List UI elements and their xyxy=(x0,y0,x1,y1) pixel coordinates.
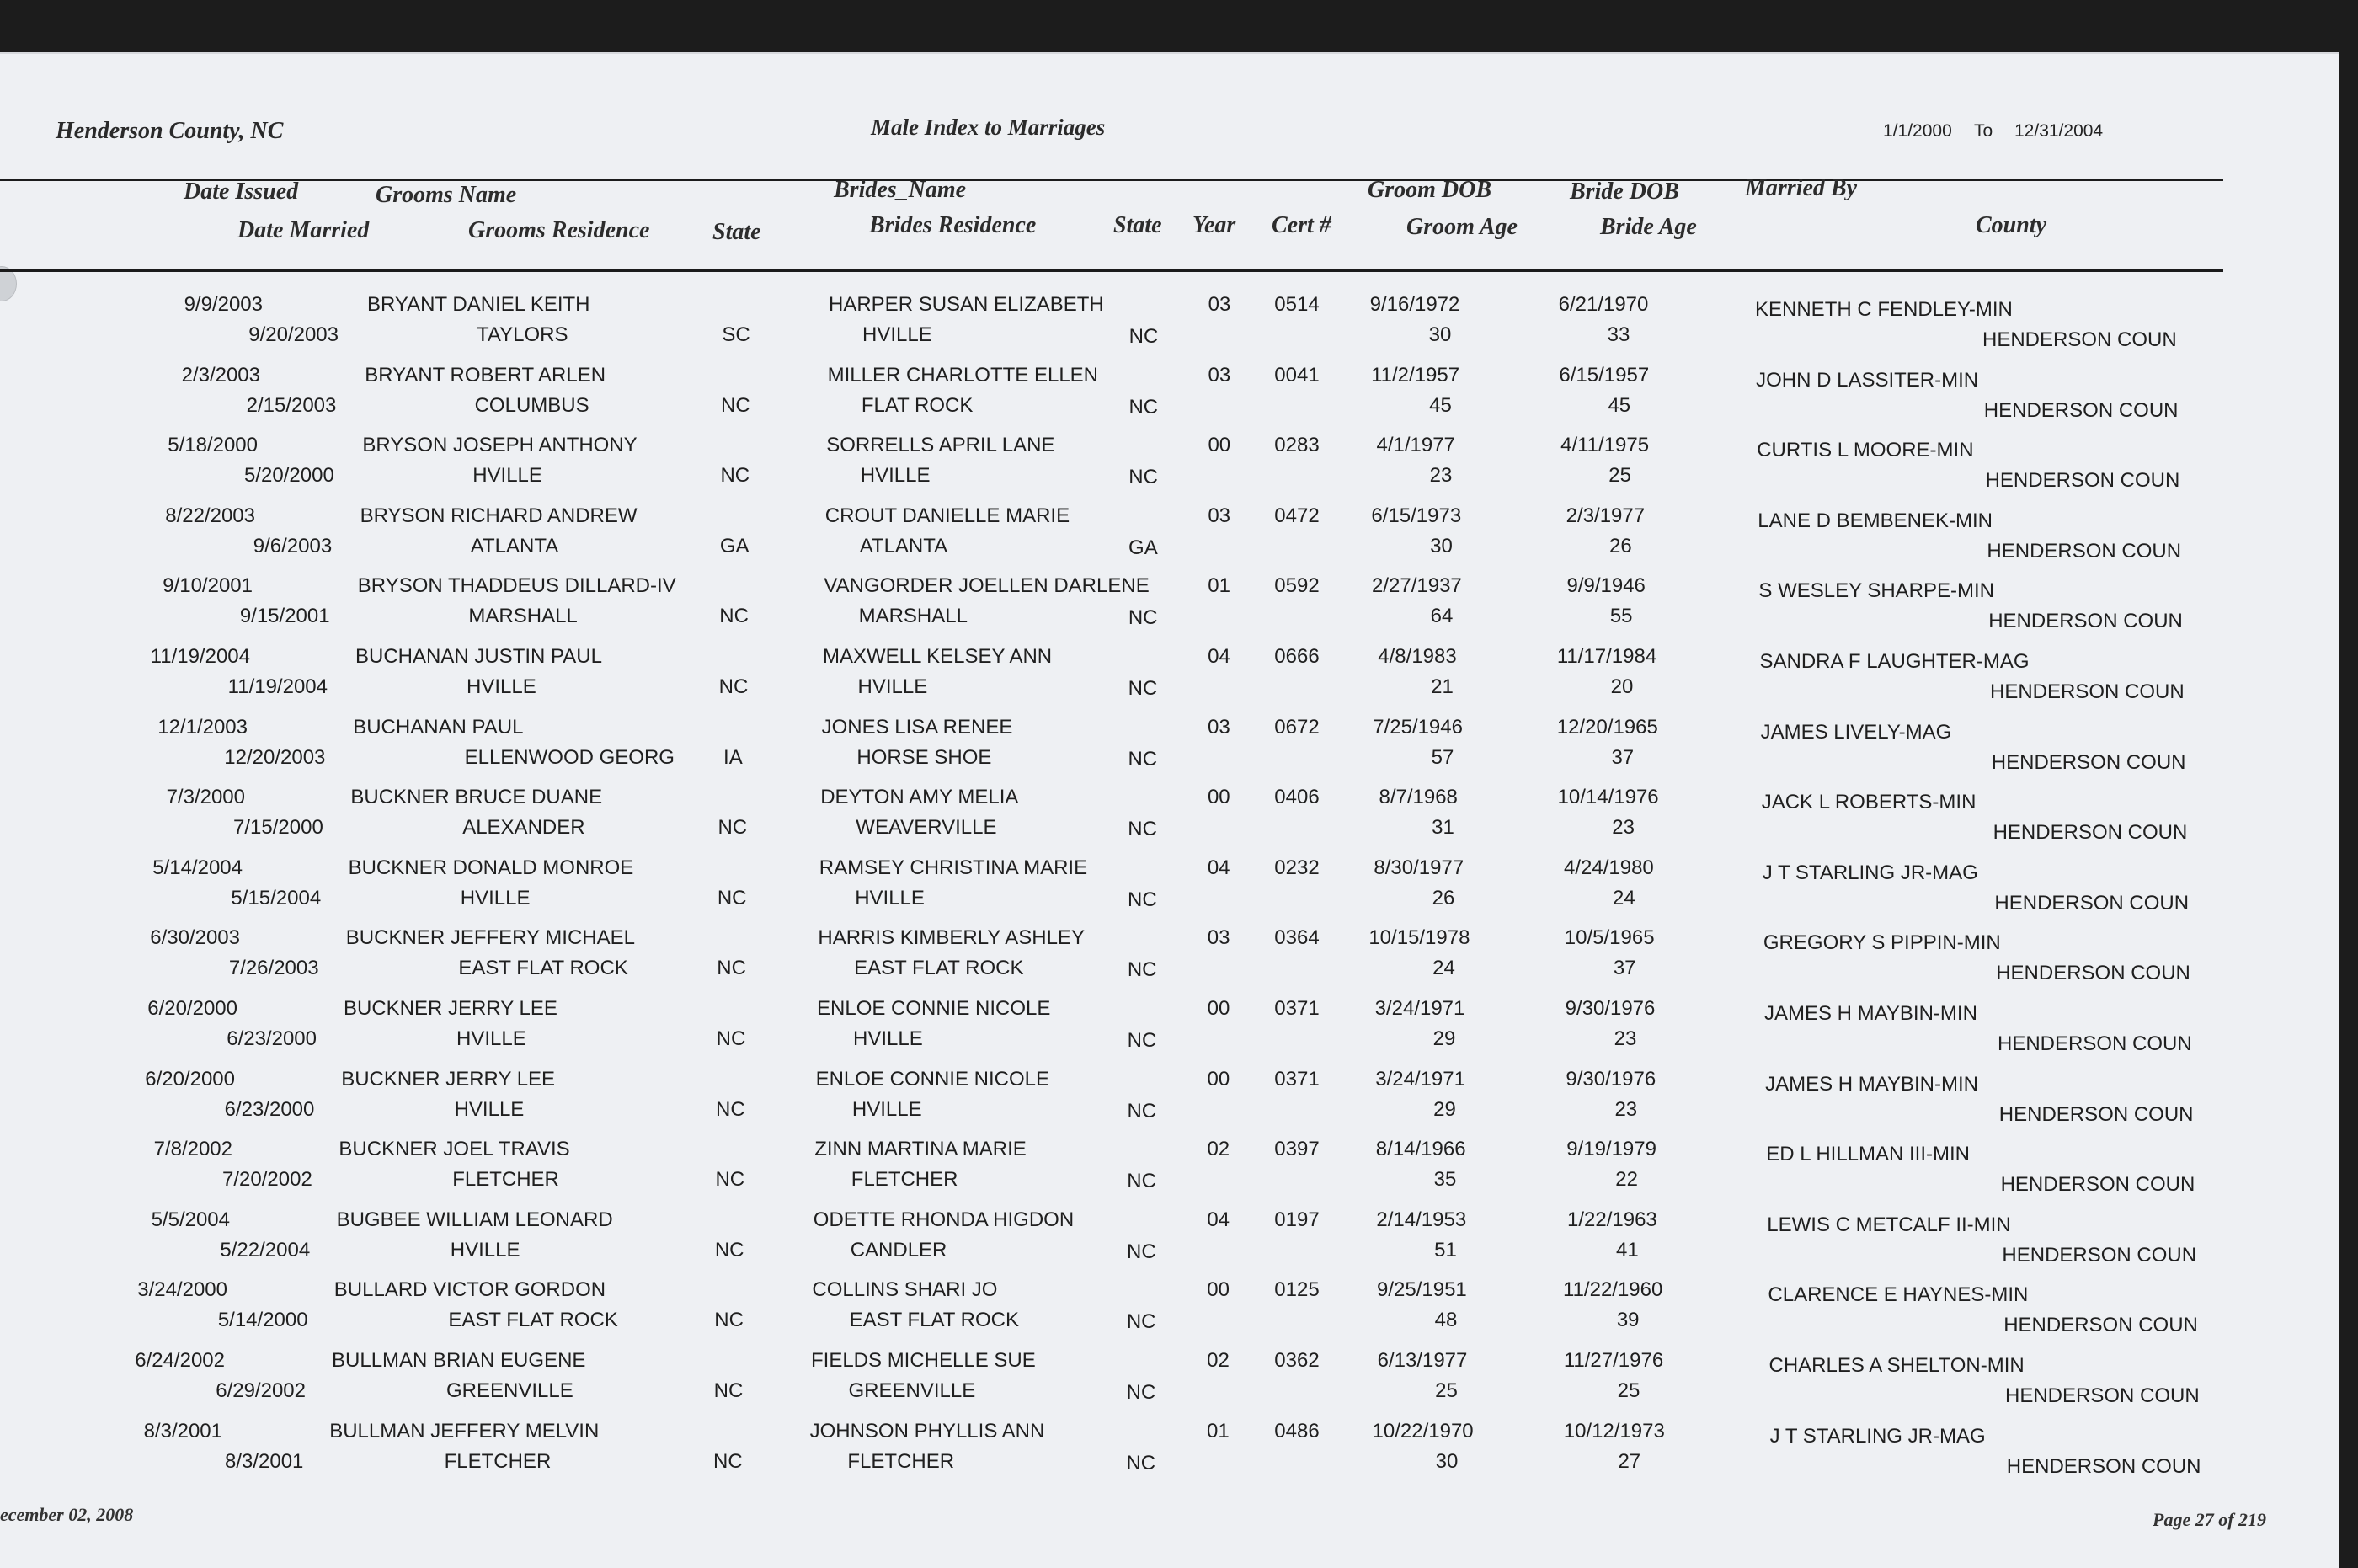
cell-bride: MAXWELL KELSEY ANN xyxy=(823,645,1053,668)
cell-county: HENDERSON COUN xyxy=(1998,1032,2192,1055)
columns-rule xyxy=(0,269,2223,272)
cell-groom-age: 35 xyxy=(1433,1168,1457,1192)
cell-married: 9/20/2003 xyxy=(248,323,339,346)
cell-married-by: CURTIS L MOORE-MIN xyxy=(1757,439,1974,462)
cell-bride-res: HVILLE xyxy=(862,323,932,346)
cell-bride-state: NC xyxy=(1128,395,1159,419)
col-groom-dob: Groom DOB xyxy=(1368,177,1492,203)
cell-county: HENDERSON COUN xyxy=(2002,1243,2197,1267)
cell-groom-age: 24 xyxy=(1432,957,1455,980)
cell-bride-res: EAST FLAT ROCK xyxy=(849,1309,1019,1332)
cell-cert: 0406 xyxy=(1274,786,1320,809)
cell-year: 03 xyxy=(1208,293,1231,316)
col-groom-state: State xyxy=(712,219,761,245)
cell-groom-state: NC xyxy=(713,1449,743,1473)
cell-year: 00 xyxy=(1207,1278,1230,1302)
cell-married: 8/3/2001 xyxy=(224,1449,304,1473)
cell-cert: 0197 xyxy=(1274,1208,1320,1231)
cell-bride-age: 25 xyxy=(1617,1379,1640,1402)
cell-groom-state: GA xyxy=(719,534,750,557)
cell-groom-state: NC xyxy=(721,393,750,417)
cell-groom-state: NC xyxy=(718,675,749,698)
cell-year: 00 xyxy=(1207,997,1230,1020)
cell-groom-dob: 9/25/1951 xyxy=(1377,1278,1467,1302)
col-cert: Cert # xyxy=(1272,212,1331,238)
cell-groom-age: 45 xyxy=(1429,393,1452,417)
cell-married-by: S WESLEY SHARPE-MIN xyxy=(1758,579,1995,603)
date-range-end: 12/31/2004 xyxy=(2014,121,2104,141)
cell-bride-state: NC xyxy=(1128,747,1158,771)
cell-year: 03 xyxy=(1207,926,1230,950)
page-number: Page 27 of 219 xyxy=(2153,1509,2267,1530)
cell-county: HENDERSON COUN xyxy=(1998,1102,2194,1126)
cell-cert: 0672 xyxy=(1274,715,1320,739)
cell-bride: VANGORDER JOELLEN DARLENE xyxy=(824,574,1150,598)
cell-married: 6/23/2000 xyxy=(227,1027,317,1050)
cell-groom-age: 30 xyxy=(1430,534,1453,557)
cell-county: HENDERSON COUN xyxy=(2000,1173,2195,1197)
cell-county: HENDERSON COUN xyxy=(2006,1454,2201,1478)
cell-groom-age: 51 xyxy=(1434,1238,1457,1261)
cell-groom-age: 57 xyxy=(1431,745,1454,769)
cell-year: 01 xyxy=(1208,574,1230,598)
cell-married-by: GREGORY S PIPPIN-MIN xyxy=(1763,931,2001,955)
cell-groom-dob: 6/15/1973 xyxy=(1371,504,1462,527)
col-bride-state: State xyxy=(1113,212,1162,238)
cell-issued: 6/24/2002 xyxy=(135,1349,225,1372)
cell-cert: 0125 xyxy=(1274,1278,1320,1302)
cell-married: 11/19/2004 xyxy=(227,675,328,698)
cell-issued: 6/20/2000 xyxy=(145,1067,235,1091)
cell-bride-age: 37 xyxy=(1611,745,1635,769)
cell-year: 03 xyxy=(1208,504,1231,527)
cell-bride: RAMSEY CHRISTINA MARIE xyxy=(819,856,1088,879)
cell-married-by: ED L HILLMAN III-MIN xyxy=(1766,1143,1971,1166)
cell-cert: 0472 xyxy=(1274,504,1320,527)
cell-county: HENDERSON COUN xyxy=(2005,1384,2200,1407)
cell-bride: HARPER SUSAN ELIZABETH xyxy=(829,293,1104,316)
cell-county: HENDERSON COUN xyxy=(1996,962,2190,985)
cell-groom: BRYANT ROBERT ARLEN xyxy=(365,363,606,387)
cell-bride-res: WEAVERVILLE xyxy=(856,816,997,840)
cell-bride-state: NC xyxy=(1128,325,1159,348)
col-bride-dob: Bride DOB xyxy=(1570,179,1679,205)
cell-bride: SORRELLS APRIL LANE xyxy=(826,434,1055,457)
cell-married-by: J T STARLING JR-MAG xyxy=(1762,861,1978,884)
cell-bride-age: 55 xyxy=(1609,605,1633,628)
cell-married-by: LANE D BEMBENEK-MIN xyxy=(1758,509,1993,532)
cell-groom: BUCKNER BRUCE DUANE xyxy=(350,786,603,809)
cell-groom-state: SC xyxy=(722,323,750,346)
date-range-to: To xyxy=(1974,121,1993,141)
cell-year: 00 xyxy=(1207,1067,1230,1091)
cell-county: HENDERSON COUN xyxy=(1994,891,2190,915)
cell-issued: 6/30/2003 xyxy=(150,926,240,950)
cell-cert: 0592 xyxy=(1274,574,1320,598)
cell-groom-age: 64 xyxy=(1430,605,1454,628)
cell-married-by: J T STARLING JR-MAG xyxy=(1769,1424,1986,1448)
cell-groom: BUGBEE WILLIAM LEONARD xyxy=(336,1208,613,1231)
cell-bride-state: NC xyxy=(1128,818,1157,841)
report-title: Male Index to Marriages xyxy=(871,115,1106,140)
cell-married: 5/20/2000 xyxy=(244,464,334,488)
cell-groom-state: NC xyxy=(718,816,748,840)
cell-bride-res: FLAT ROCK xyxy=(861,393,974,417)
county-name: Henderson County, NC xyxy=(56,118,284,144)
cell-married-by: JACK L ROBERTS-MIN xyxy=(1761,791,1977,814)
cell-groom: BULLMAN BRIAN EUGENE xyxy=(332,1349,586,1372)
cell-groom-age: 48 xyxy=(1434,1309,1458,1332)
cell-bride-age: 25 xyxy=(1608,464,1631,488)
cell-groom-res: FLETCHER xyxy=(452,1168,559,1192)
cell-groom-state: NC xyxy=(716,1097,745,1121)
cell-bride-state: NC xyxy=(1128,888,1157,911)
cell-groom: BULLMAN JEFFERY MELVIN xyxy=(329,1419,600,1443)
cell-county: HENDERSON COUN xyxy=(1983,398,2179,422)
cell-groom-state: NC xyxy=(714,1238,744,1261)
cell-groom: BRYSON JOSEPH ANTHONY xyxy=(362,434,638,457)
cell-issued: 5/14/2004 xyxy=(152,856,243,879)
cell-groom-age: 31 xyxy=(1432,816,1454,840)
cell-bride-state: NC xyxy=(1128,466,1158,489)
cell-groom-res: COLUMBUS xyxy=(474,393,590,417)
cell-bride-res: FLETCHER xyxy=(847,1449,955,1473)
cell-county: HENDERSON COUN xyxy=(1988,610,2183,633)
cell-groom-res: HVILLE xyxy=(460,886,531,909)
cell-groom-dob: 9/16/1972 xyxy=(1369,293,1460,316)
cell-county: HENDERSON COUN xyxy=(1993,821,2188,845)
cell-bride-dob: 9/19/1979 xyxy=(1566,1138,1656,1161)
cell-groom-dob: 11/2/1957 xyxy=(1371,363,1460,387)
date-range-start: 1/1/2000 xyxy=(1883,121,1952,141)
cell-bride-state: NC xyxy=(1127,1029,1157,1052)
cell-groom-res: HVILLE xyxy=(472,464,542,488)
header-rule xyxy=(0,179,2223,181)
cell-married: 6/29/2002 xyxy=(216,1379,306,1402)
cell-issued: 3/24/2000 xyxy=(137,1278,227,1302)
cell-groom-dob: 8/30/1977 xyxy=(1374,856,1464,879)
col-date-issued: Date Issued xyxy=(184,179,299,205)
col-married-by: Married By xyxy=(1745,175,1857,201)
cell-bride-res: HVILLE xyxy=(851,1097,922,1121)
cell-bride-dob: 1/22/1963 xyxy=(1567,1208,1657,1231)
cell-bride: JOHNSON PHYLLIS ANN xyxy=(809,1419,1045,1443)
cell-bride-dob: 11/17/1984 xyxy=(1556,645,1657,668)
col-bride-age: Bride Age xyxy=(1600,214,1697,240)
cell-bride-age: 27 xyxy=(1618,1449,1641,1473)
cell-bride-dob: 4/11/1975 xyxy=(1560,434,1650,457)
cell-bride: FIELDS MICHELLE SUE xyxy=(811,1349,1036,1372)
cell-groom-age: 25 xyxy=(1435,1379,1458,1402)
cell-groom-dob: 4/8/1983 xyxy=(1378,645,1457,668)
cell-married: 5/22/2004 xyxy=(220,1238,311,1261)
col-brides-residence: Brides Residence xyxy=(869,212,1037,238)
cell-bride-state: NC xyxy=(1127,1240,1156,1263)
print-date: ecember 02, 2008 xyxy=(0,1504,134,1525)
cell-groom-dob: 3/24/1971 xyxy=(1374,997,1465,1020)
cell-bride: ODETTE RHONDA HIGDON xyxy=(813,1208,1075,1231)
cell-groom-state: NC xyxy=(716,1027,746,1050)
cell-issued: 7/3/2000 xyxy=(166,786,245,809)
cell-groom-res: HVILLE xyxy=(450,1238,520,1261)
cell-bride: MILLER CHARLOTTE ELLEN xyxy=(827,363,1099,387)
cell-groom-dob: 8/7/1968 xyxy=(1379,786,1458,809)
cell-county: HENDERSON COUN xyxy=(1985,469,2180,493)
cell-bride-res: HVILLE xyxy=(860,464,931,488)
cell-groom: BUCKNER DONALD MONROE xyxy=(348,856,634,879)
col-groom-age: Groom Age xyxy=(1406,214,1518,240)
cell-groom-res: TAYLORS xyxy=(477,323,568,346)
cell-county: HENDERSON COUN xyxy=(1982,328,2177,351)
cell-bride-dob: 10/5/1965 xyxy=(1564,926,1655,950)
cell-cert: 0364 xyxy=(1274,926,1320,950)
cell-bride-dob: 9/30/1976 xyxy=(1565,997,1656,1020)
cell-groom-age: 23 xyxy=(1429,464,1453,488)
cell-groom-dob: 2/14/1953 xyxy=(1376,1208,1467,1231)
col-brides-name: Brides_Name xyxy=(834,177,967,203)
cell-groom: BUCKNER JOEL TRAVIS xyxy=(339,1138,570,1161)
cell-cert: 0283 xyxy=(1274,434,1320,457)
cell-groom-res: HVILLE xyxy=(456,1027,526,1050)
cell-bride-res: FLETCHER xyxy=(851,1168,958,1192)
cell-bride-dob: 4/24/1980 xyxy=(1564,856,1654,879)
cell-bride-res: EAST FLAT ROCK xyxy=(854,957,1024,980)
cell-groom-age: 30 xyxy=(1428,323,1452,346)
cell-groom-age: 26 xyxy=(1432,886,1455,909)
cell-year: 04 xyxy=(1208,645,1230,668)
cell-groom-res: ATLANTA xyxy=(470,534,559,557)
cell-groom-state: NC xyxy=(717,957,746,980)
cell-cert: 0362 xyxy=(1274,1349,1320,1372)
cell-cert: 0371 xyxy=(1274,1067,1320,1091)
cell-bride-state: NC xyxy=(1126,1451,1156,1475)
cell-bride-res: HVILLE xyxy=(855,886,925,909)
cell-groom-age: 21 xyxy=(1431,675,1454,698)
cell-cert: 0666 xyxy=(1274,645,1320,668)
cell-bride-dob: 11/27/1976 xyxy=(1563,1349,1664,1372)
cell-bride-res: CANDLER xyxy=(850,1238,947,1261)
cell-groom: BUCHANAN JUSTIN PAUL xyxy=(355,645,602,668)
cell-groom: BUCKNER JEFFERY MICHAEL xyxy=(345,926,635,950)
cell-groom-dob: 4/1/1977 xyxy=(1376,434,1455,457)
cell-issued: 8/3/2001 xyxy=(143,1419,222,1443)
cell-bride-age: 24 xyxy=(1613,886,1635,909)
cell-bride-state: NC xyxy=(1126,1310,1156,1334)
cell-groom: BUCKNER JERRY LEE xyxy=(341,1067,556,1091)
cell-year: 01 xyxy=(1207,1419,1230,1443)
cell-married: 5/14/2000 xyxy=(217,1309,308,1332)
cell-groom-dob: 10/22/1970 xyxy=(1372,1419,1474,1443)
cell-bride: ENLOE CONNIE NICOLE xyxy=(815,1067,1049,1091)
cell-issued: 6/20/2000 xyxy=(147,997,237,1020)
cell-groom-dob: 6/13/1977 xyxy=(1377,1349,1468,1372)
cell-bride-state: NC xyxy=(1128,606,1158,630)
cell-bride-dob: 12/20/1965 xyxy=(1556,715,1658,739)
cell-issued: 12/1/2003 xyxy=(157,715,248,739)
cell-groom-state: NC xyxy=(720,464,750,488)
cell-bride-state: NC xyxy=(1128,677,1158,700)
cell-bride-age: 26 xyxy=(1609,534,1632,557)
cell-cert: 0232 xyxy=(1274,856,1320,879)
cell-groom-res: HVILLE xyxy=(454,1097,525,1121)
cell-bride-age: 20 xyxy=(1610,675,1634,698)
cell-groom-state: NC xyxy=(713,1379,744,1402)
cell-bride-dob: 11/22/1960 xyxy=(1563,1278,1663,1302)
cell-groom-state: NC xyxy=(719,605,749,628)
col-county: County xyxy=(1976,212,2047,238)
cell-bride: CROUT DANIELLE MARIE xyxy=(824,504,1070,527)
cell-married-by: KENNETH C FENDLEY-MIN xyxy=(1755,298,2013,321)
cell-issued: 8/22/2003 xyxy=(165,504,255,527)
cell-groom: BUCHANAN PAUL xyxy=(353,715,524,739)
cell-cert: 0514 xyxy=(1274,293,1320,316)
cell-groom: BULLARD VICTOR GORDON xyxy=(333,1278,606,1302)
cell-cert: 0041 xyxy=(1274,363,1320,387)
cell-bride-dob: 10/12/1973 xyxy=(1563,1419,1665,1443)
cell-groom: BUCKNER JERRY LEE xyxy=(344,997,557,1020)
cell-married-by: CLARENCE E HAYNES-MIN xyxy=(1768,1283,2029,1307)
cell-issued: 2/3/2003 xyxy=(181,363,260,387)
cell-bride-age: 33 xyxy=(1607,323,1630,346)
cell-groom-dob: 7/25/1946 xyxy=(1373,715,1463,739)
cell-married-by: JOHN D LASSITER-MIN xyxy=(1756,368,1979,392)
cell-bride-age: 22 xyxy=(1615,1168,1638,1192)
col-grooms-name: Grooms Name xyxy=(376,182,517,208)
cell-bride-dob: 2/3/1977 xyxy=(1566,504,1646,527)
cell-cert: 0486 xyxy=(1274,1419,1320,1443)
cell-bride-age: 45 xyxy=(1608,393,1631,417)
cell-groom-res: EAST FLAT ROCK xyxy=(448,1309,618,1332)
cell-year: 02 xyxy=(1207,1349,1230,1372)
cell-bride-dob: 9/30/1976 xyxy=(1566,1067,1656,1091)
cell-year: 03 xyxy=(1208,715,1230,739)
cell-bride-res: ATLANTA xyxy=(859,534,948,557)
cell-bride: JONES LISA RENEE xyxy=(821,715,1013,739)
cell-year: 04 xyxy=(1207,856,1230,879)
cell-bride-state: NC xyxy=(1126,1381,1156,1404)
cell-married-by: LEWIS C METCALF II-MIN xyxy=(1767,1213,2011,1236)
cell-groom-age: 29 xyxy=(1433,1097,1456,1121)
cell-issued: 11/19/2004 xyxy=(150,645,250,668)
cell-groom-res: HVILLE xyxy=(467,675,536,698)
cell-cert: 0371 xyxy=(1274,997,1320,1020)
cell-bride-res: HVILLE xyxy=(853,1027,923,1050)
cell-groom-res: ALEXANDER xyxy=(462,816,585,840)
cell-groom-res: GREENVILLE xyxy=(446,1379,573,1402)
cell-groom-dob: 10/15/1978 xyxy=(1368,926,1470,950)
cell-bride-age: 23 xyxy=(1612,816,1635,840)
cell-groom-state: NC xyxy=(714,1309,744,1332)
cell-bride-age: 37 xyxy=(1613,957,1636,980)
cell-year: 04 xyxy=(1207,1208,1230,1231)
cell-groom: BRYSON RICHARD ANDREW xyxy=(360,504,638,527)
cell-bride-state: GA xyxy=(1128,536,1158,559)
cell-bride-state: NC xyxy=(1127,1170,1156,1193)
cell-groom-res: FLETCHER xyxy=(444,1449,552,1473)
cell-issued: 9/9/2003 xyxy=(184,293,263,316)
cell-bride-res: MARSHALL xyxy=(858,605,968,628)
cell-year: 02 xyxy=(1207,1138,1230,1161)
cell-bride-age: 39 xyxy=(1616,1309,1640,1332)
cell-county: HENDERSON COUN xyxy=(1990,680,2185,703)
cell-married: 9/6/2003 xyxy=(253,534,333,557)
cell-bride-dob: 10/14/1976 xyxy=(1557,786,1659,809)
cell-bride-age: 41 xyxy=(1616,1238,1639,1261)
cell-groom-dob: 3/24/1971 xyxy=(1375,1067,1465,1091)
cell-groom-age: 30 xyxy=(1435,1449,1459,1473)
document-page xyxy=(0,52,2339,1568)
cell-cert: 0397 xyxy=(1274,1138,1320,1161)
cell-bride: ZINN MARTINA MARIE xyxy=(814,1138,1027,1161)
cell-bride-age: 23 xyxy=(1614,1097,1638,1121)
cell-issued: 5/5/2004 xyxy=(151,1208,230,1231)
cell-married: 7/15/2000 xyxy=(233,816,323,840)
cell-bride-age: 23 xyxy=(1614,1027,1637,1050)
cell-issued: 5/18/2000 xyxy=(168,434,258,457)
cell-groom-age: 29 xyxy=(1432,1027,1456,1050)
cell-groom-state: IA xyxy=(723,745,743,769)
cell-bride: HARRIS KIMBERLY ASHLEY xyxy=(818,926,1085,950)
cell-bride-dob: 6/15/1957 xyxy=(1559,363,1650,387)
cell-year: 00 xyxy=(1208,434,1231,457)
cell-married: 12/20/2003 xyxy=(224,745,326,769)
cell-married-by: JAMES H MAYBIN-MIN xyxy=(1765,1072,1978,1096)
col-date-married: Date Married xyxy=(237,217,370,243)
cell-issued: 7/8/2002 xyxy=(153,1138,232,1161)
cell-groom-state: NC xyxy=(715,1168,745,1192)
cell-bride: ENLOE CONNIE NICOLE xyxy=(817,997,1051,1020)
cell-married: 2/15/2003 xyxy=(246,393,337,417)
col-year: Year xyxy=(1192,212,1236,238)
cell-bride-state: NC xyxy=(1127,1099,1157,1123)
cell-married: 7/26/2003 xyxy=(228,957,319,980)
cell-married: 6/23/2000 xyxy=(224,1097,315,1121)
cell-groom: BRYANT DANIEL KEITH xyxy=(367,293,590,316)
cell-bride-state: NC xyxy=(1127,958,1157,982)
cell-groom: BRYSON THADDEUS DILLARD-IV xyxy=(357,574,676,598)
cell-bride-res: HORSE SHOE xyxy=(856,745,992,769)
cell-year: 03 xyxy=(1208,363,1231,387)
cell-bride: COLLINS SHARI JO xyxy=(812,1278,998,1302)
cell-married: 5/15/2004 xyxy=(231,886,322,909)
cell-married-by: SANDRA F LAUGHTER-MAG xyxy=(1759,650,2030,673)
cell-married-by: JAMES H MAYBIN-MIN xyxy=(1764,1002,1977,1025)
cell-bride-res: GREENVILLE xyxy=(848,1379,976,1402)
cell-bride: DEYTON AMY MELIA xyxy=(820,786,1019,809)
cell-groom-dob: 8/14/1966 xyxy=(1375,1138,1466,1161)
cell-married-by: JAMES LIVELY-MAG xyxy=(1760,720,1952,744)
cell-married-by: CHARLES A SHELTON-MIN xyxy=(1768,1354,2025,1377)
cell-year: 00 xyxy=(1207,786,1230,809)
cell-groom-state: NC xyxy=(717,886,747,909)
cell-county: HENDERSON COUN xyxy=(1991,750,2186,774)
cell-groom-res: MARSHALL xyxy=(468,605,578,628)
cell-groom-dob: 2/27/1937 xyxy=(1372,574,1462,598)
cell-issued: 9/10/2001 xyxy=(163,574,253,598)
cell-married: 9/15/2001 xyxy=(239,605,330,628)
cell-bride-dob: 6/21/1970 xyxy=(1558,293,1649,316)
cell-groom-res: ELLENWOOD GEORG xyxy=(464,745,675,769)
cell-groom-res: EAST FLAT ROCK xyxy=(458,957,628,980)
cell-married: 7/20/2002 xyxy=(222,1168,312,1192)
col-grooms-residence: Grooms Residence xyxy=(468,217,650,243)
cell-bride-dob: 9/9/1946 xyxy=(1566,574,1646,598)
cell-county: HENDERSON COUN xyxy=(2003,1314,2198,1337)
cell-bride-res: HVILLE xyxy=(857,675,928,698)
cell-county: HENDERSON COUN xyxy=(1987,539,2182,563)
